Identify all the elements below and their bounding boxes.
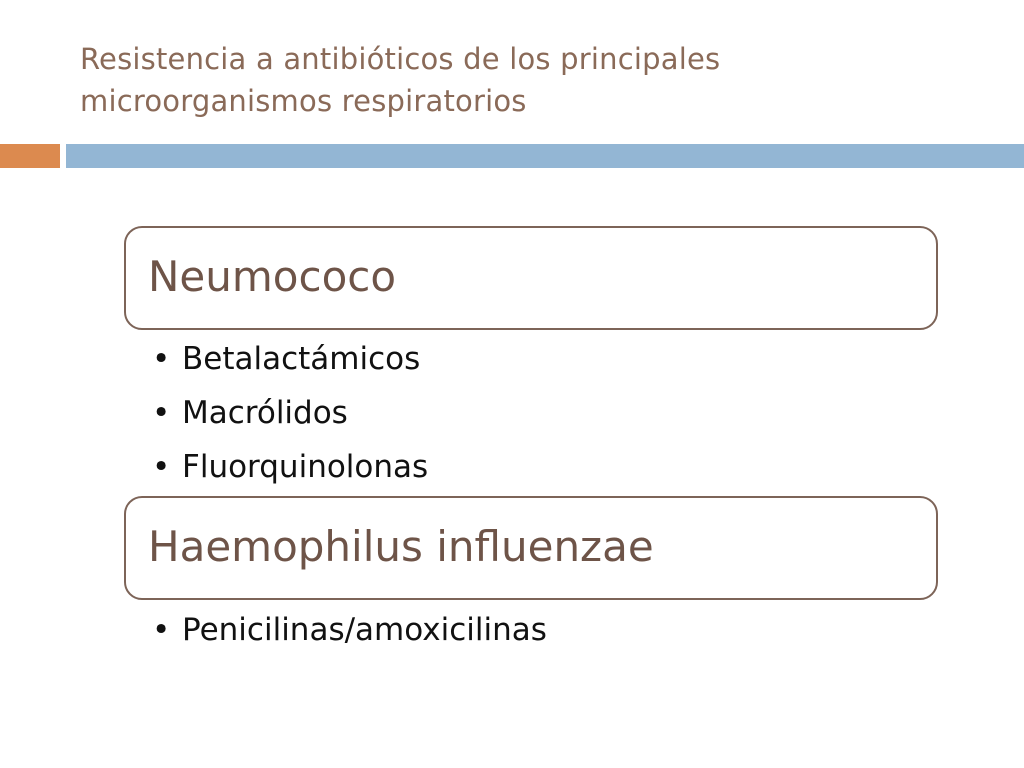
list-item: [152, 332, 428, 386]
section-box-haemophilus: [124, 496, 938, 600]
list-item: [152, 440, 428, 494]
bullet-icon: •: [152, 449, 171, 485]
section-heading: Haemophilus influenzae: [148, 522, 654, 571]
slide-title: [80, 38, 980, 122]
slide-title-line-1: Resistencia a antibióticos de los principales: [80, 42, 721, 76]
list-item: [152, 603, 547, 657]
bullet-list-neumococo: [152, 332, 428, 494]
section-box-neumococo: [124, 226, 938, 330]
bullet-icon: •: [152, 341, 171, 377]
bullet-icon: •: [152, 395, 171, 431]
accent-bar: [0, 144, 60, 168]
list-item-text: Fluorquinolonas: [182, 449, 429, 485]
slide-title-line-2: microorganismos respiratorios: [80, 84, 527, 118]
bullet-icon: •: [152, 612, 171, 648]
list-item-text: Penicilinas/amoxicilinas: [182, 612, 547, 648]
bullet-list-haemophilus: [152, 603, 547, 657]
list-item-text: Betalactámicos: [182, 341, 421, 377]
list-item-text: Macrólidos: [182, 395, 348, 431]
section-heading: Neumococo: [148, 252, 397, 301]
title-underline-bar: [66, 144, 1024, 168]
list-item: [152, 386, 428, 440]
